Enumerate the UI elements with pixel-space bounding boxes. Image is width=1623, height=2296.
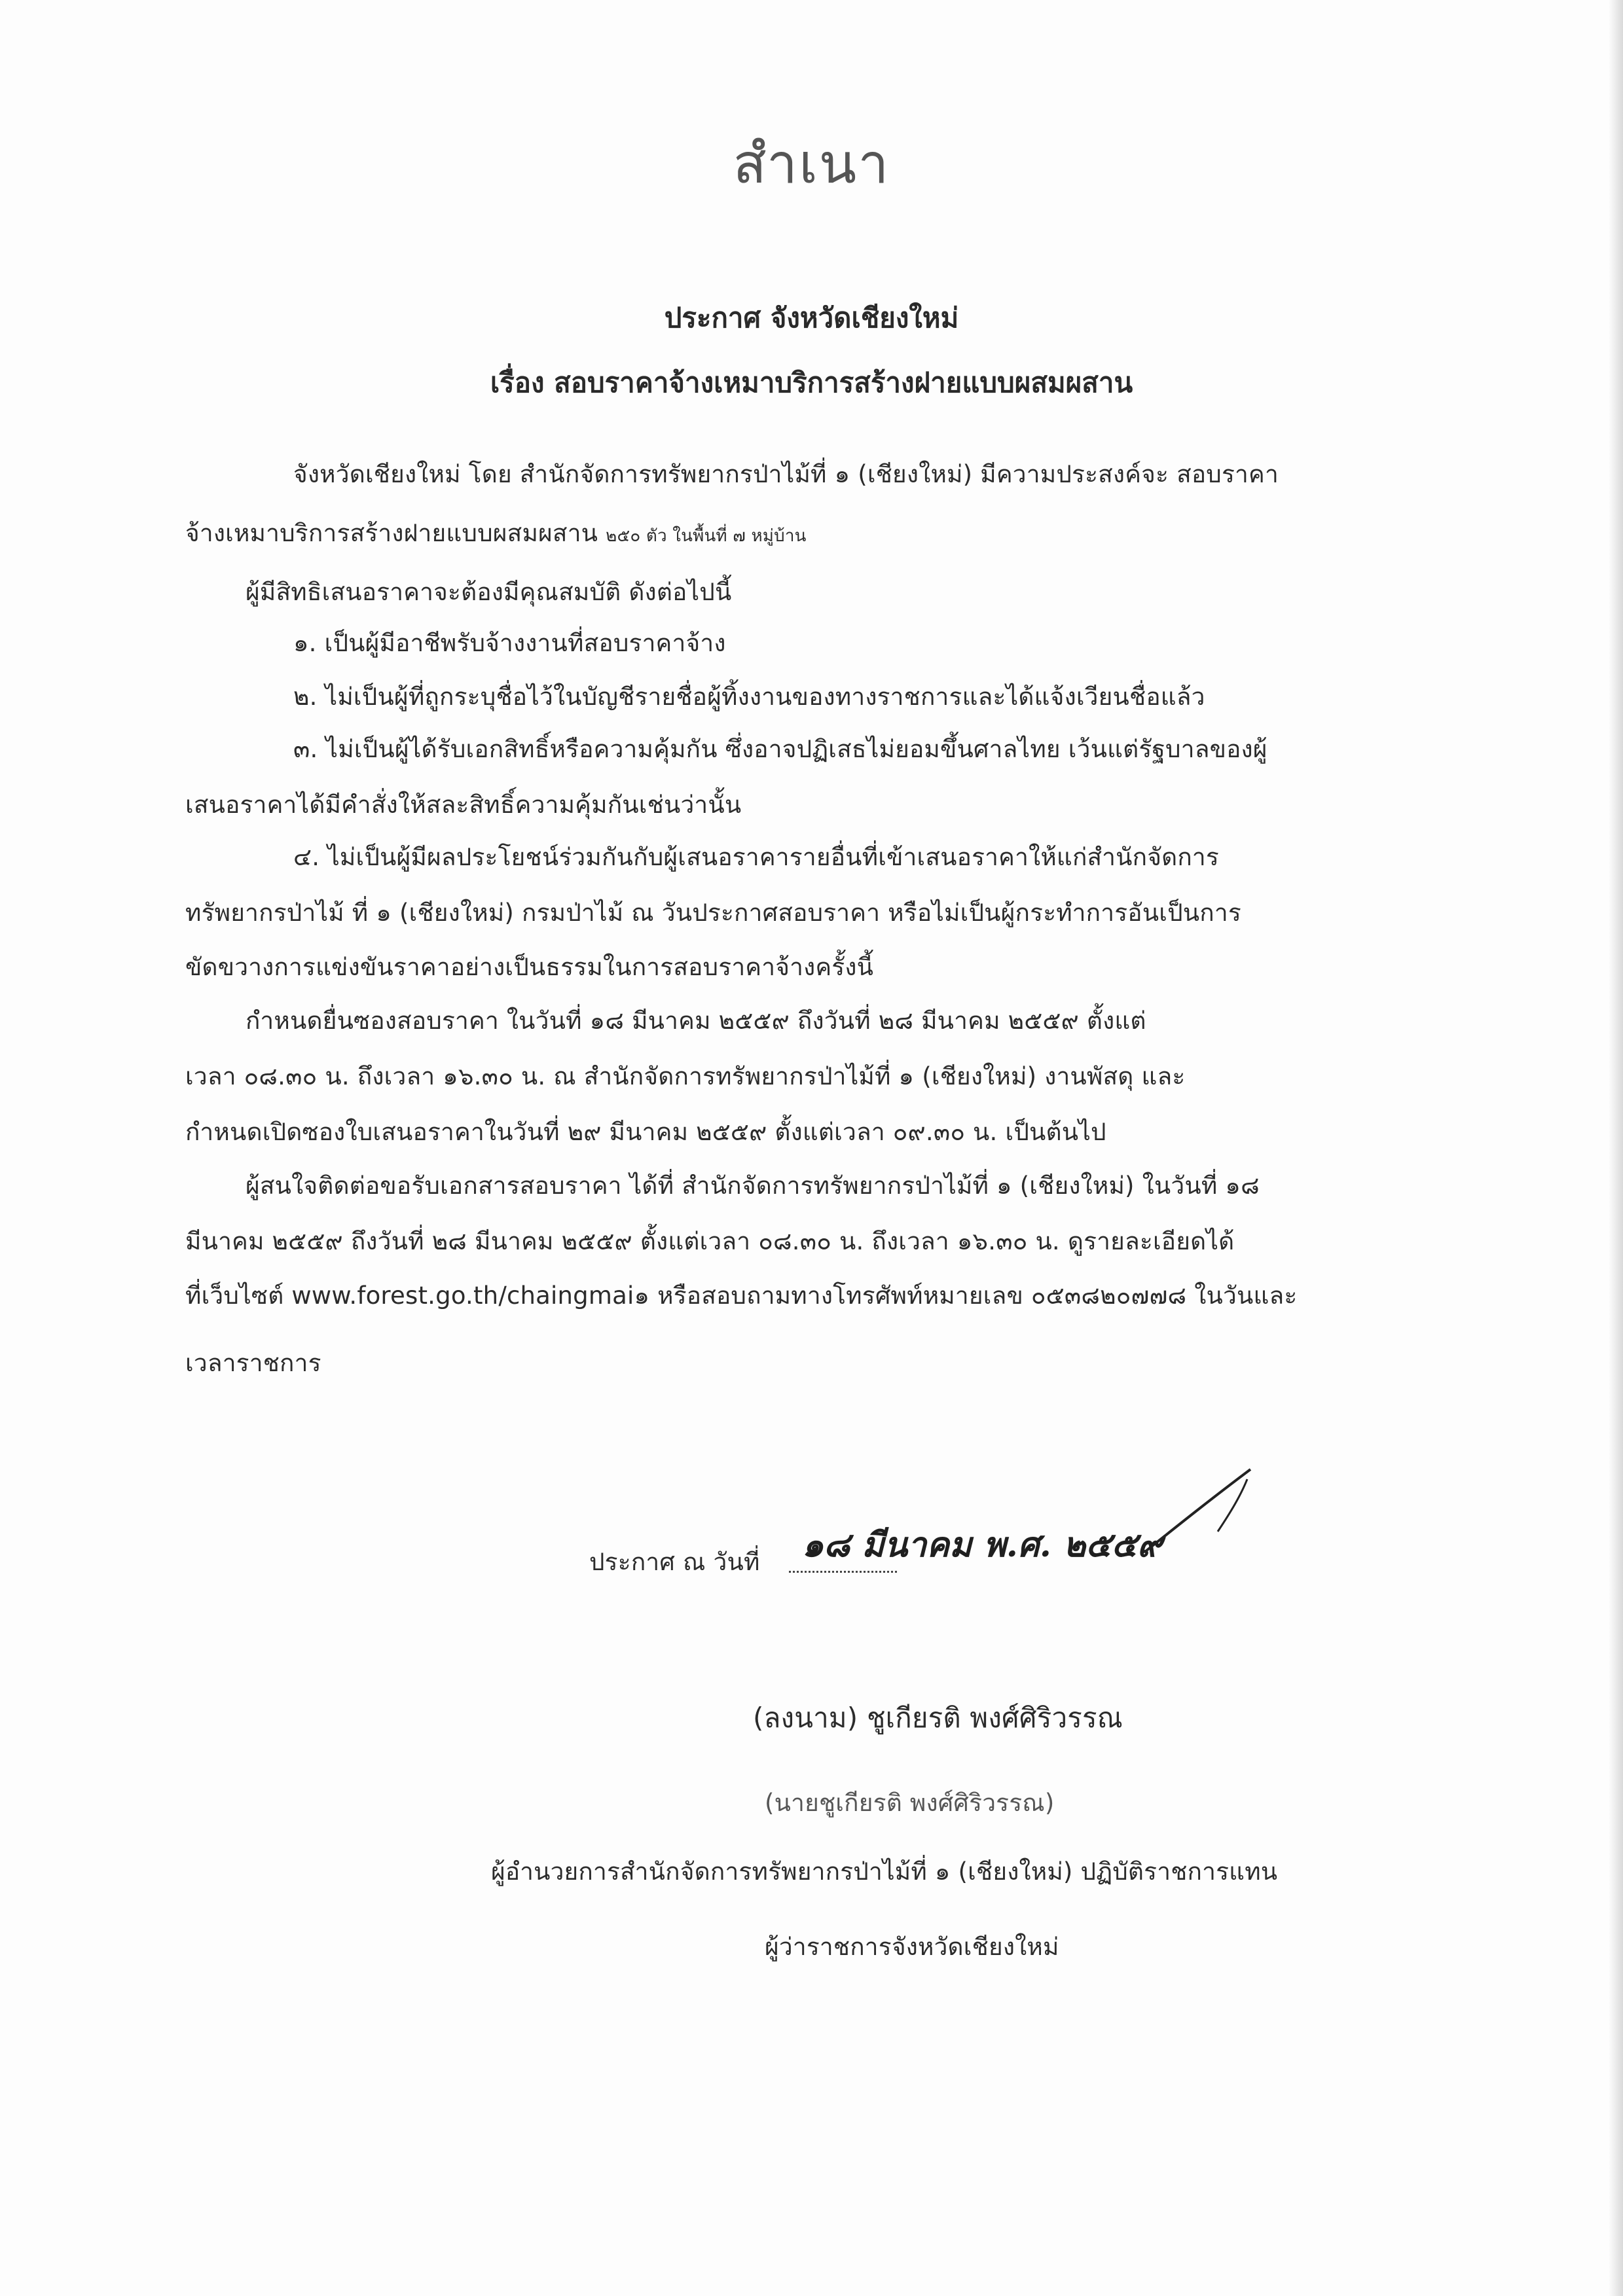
contact-line-2: มีนาคม ๒๕๕๙ ถึงวันที่ ๒๘ มีนาคม ๒๕๕๙ ตั้งแต่เวลา ๐๘.๓๐ น. ถึงเวลา ๑๖.๓๐ น. ดูรายละเอียดได้	[185, 1227, 1235, 1255]
signed-line: (ลงนาม) ชูเกียรติ พงศ์ศิริวรรณ	[753, 1702, 1123, 1734]
intro-line-2	[185, 517, 807, 552]
qualification-heading: ผู้มีสิทธิเสนอราคาจะต้องมีคุณสมบัติ ดังต่อไปนี้	[246, 578, 732, 606]
qualification-4-line-2: ทรัพยากรป่าไม้ ที่ ๑ (เชียงใหม่) กรมป่าไม้ ณ วันประกาศสอบราคา หรือไม่เป็นผู้กระทำการอันเป็นการ	[185, 899, 1241, 927]
qualification-3-line-1: ๓. ไม่เป็นผู้ได้รับเอกสิทธิ์หรือความคุ้มกัน ซึ่งอาจปฏิเสธไม่ยอมขึ้นศาลไทย เว้นแต่รัฐบาลของผู้	[293, 735, 1267, 763]
qualification-3-line-2: เสนอราคาได้มีคำสั่งให้สละสิทธิ์ความคุ้มกันเช่นว่านั้น	[185, 791, 742, 819]
contact-line-1: ผู้สนใจติดต่อขอรับเอกสารสอบราคา ได้ที่ สำนักจัดการทรัพยากรป่าไม้ที่ ๑ (เชียงใหม่) ในวันที่ ๑๘	[246, 1172, 1260, 1200]
copy-stamp: สำเนา	[733, 132, 890, 196]
signer-name: (นายชูเกียรติ พงศ์ศิริวรรณ)	[765, 1789, 1055, 1817]
qualification-1: ๑. เป็นผู้มีอาชีพรับจ้างงานที่สอบราคาจ้าง	[293, 629, 726, 657]
intro-line-1: จังหวัดเชียงใหม่ โดย สำนักจัดการทรัพยากรป่าไม้ที่ ๑ (เชียงใหม่) มีความประสงค์จะ สอบราคา	[293, 460, 1279, 488]
qualification-2: ๒. ไม่เป็นผู้ที่ถูกระบุชื่อไว้ในบัญชีรายชื่อผู้ทิ้งงานของทางราชการและได้แจ้งเวียนชื่อแล้ว	[293, 683, 1205, 711]
schedule-line-3: กำหนดเปิดซองใบเสนอราคาในวันที่ ๒๙ มีนาคม ๒๕๕๙ ตั้งแต่เวลา ๐๙.๓๐ น. เป็นต้นไป	[185, 1118, 1106, 1146]
schedule-line-2: เวลา ๐๘.๓๐ น. ถึงเวลา ๑๖.๓๐ น. ณ สำนักจัดการทรัพยากรป่าไม้ที่ ๑ (เชียงใหม่) งานพัสดุ และ	[185, 1062, 1186, 1090]
contact-line-3: ที่เว็บไซต์ www.forest.go.th/chaingmai๑ หรือสอบถามทางโทรศัพท์หมายเลข ๐๕๓๘๒๐๗๗๘ ในวันและ	[185, 1282, 1298, 1310]
announcement-subject: เรื่อง สอบราคาจ้างเหมาบริการสร้างฝายแบบผสมผสาน	[490, 367, 1133, 399]
handwritten-date: ๑๘ มีนาคม พ.ศ. ๒๕๕๙	[802, 1525, 1163, 1565]
intro-line-2-main: จ้างเหมาบริการสร้างฝายแบบผสมผสาน	[185, 519, 598, 547]
scan-edge-shadow	[1609, 0, 1623, 2296]
qualification-4-line-3: ขัดขวางการแข่งขันราคาอย่างเป็นธรรมในการสอบราคาจ้างครั้งนี้	[185, 953, 874, 981]
qualification-4-line-1: ๔. ไม่เป็นผู้มีผลประโยชน์ร่วมกันกับผู้เสนอราคารายอื่นที่เข้าเสนอราคาให้แก่สำนักจัดการ	[293, 843, 1219, 871]
contact-line-4: เวลาราชการ	[185, 1349, 321, 1377]
announce-date-label: ประกาศ ณ วันที่	[589, 1548, 760, 1576]
signer-position-1: ผู้อำนวยการสำนักจัดการทรัพยากรป่าไม้ที่ ๑ (เชียงใหม่) ปฏิบัติราชการแทน	[491, 1857, 1278, 1886]
announcement-title: ประกาศ จังหวัดเชียงใหม่	[664, 302, 959, 334]
intro-line-2-small: ๒๕๐ ตัว ในพื้นที่ ๗ หมู่บ้าน	[606, 526, 807, 546]
signer-position-2: ผู้ว่าราชการจังหวัดเชียงใหม่	[765, 1933, 1059, 1961]
signature-flourish-icon	[1139, 1466, 1257, 1558]
schedule-line-1: กำหนดยื่นซองสอบราคา ในวันที่ ๑๘ มีนาคม ๒๕๕๙ ถึงวันที่ ๒๘ มีนาคม ๒๕๕๙ ตั้งแต่	[246, 1007, 1146, 1035]
